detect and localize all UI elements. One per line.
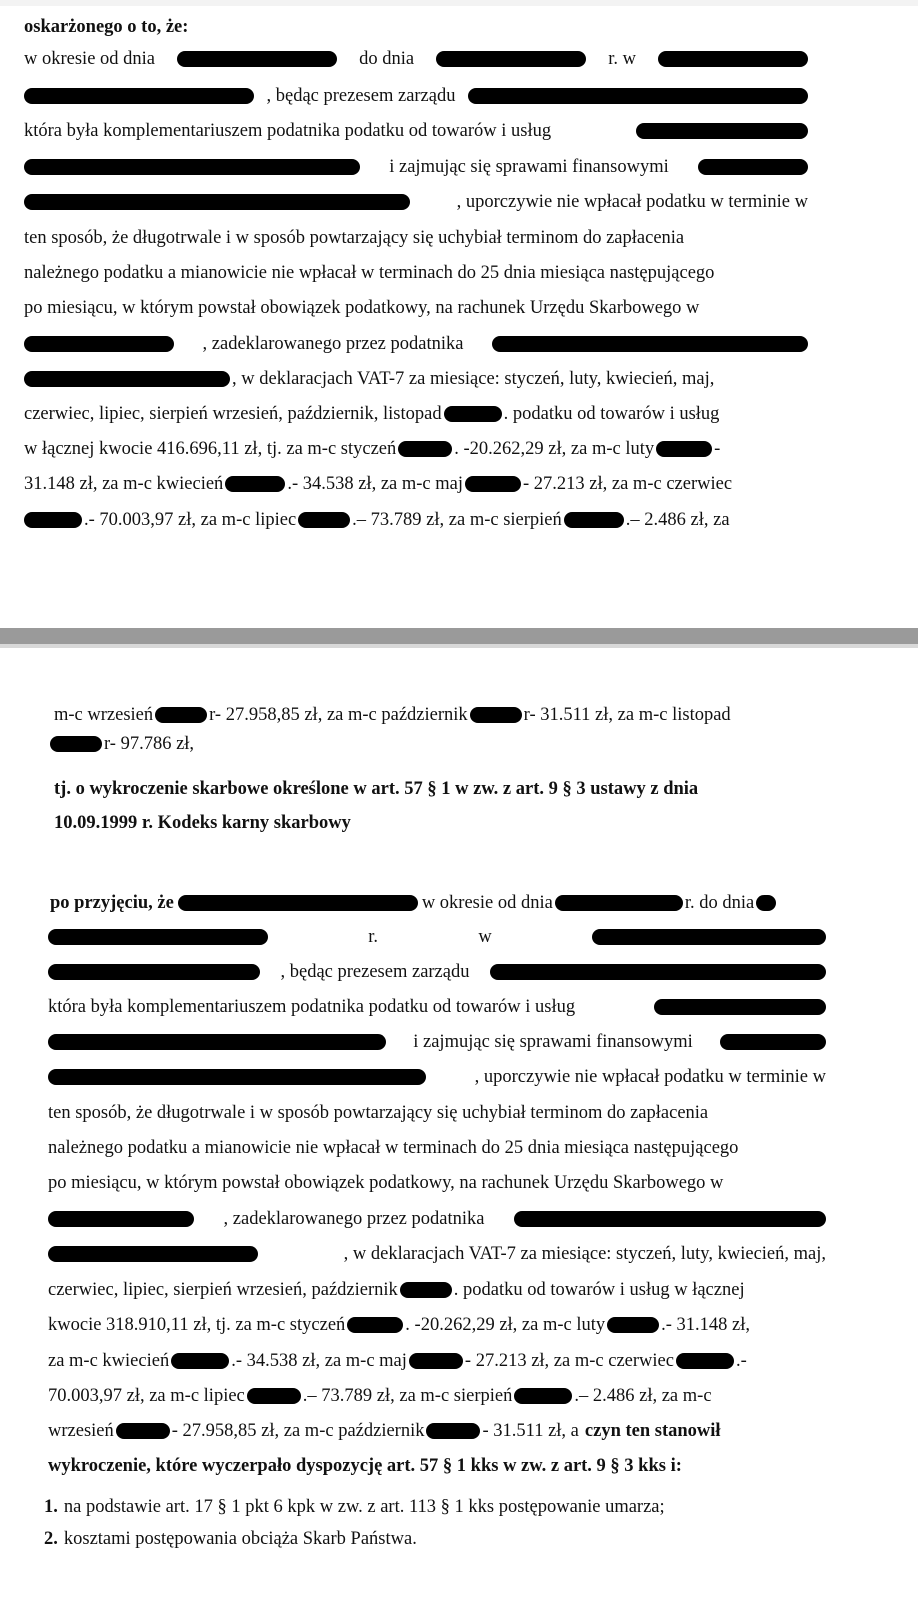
redaction <box>426 1423 480 1439</box>
redaction <box>654 999 826 1015</box>
redaction <box>555 895 683 911</box>
redaction <box>400 1282 452 1298</box>
redaction <box>656 441 712 457</box>
text-line: ten sposób, że długotrwale i w sposób powtarzający się uchybiał terminom do zapłacenia <box>48 1103 709 1123</box>
text-line: tj. o wykroczenie skarbowe określone w art. 57 § 1 w zw. z art. 9 § 3 ustawy z dnia <box>54 779 699 799</box>
redaction <box>171 1353 229 1369</box>
redaction <box>48 1211 194 1227</box>
text-line: , zadeklarowanego przez podatnika <box>48 1208 826 1230</box>
redaction <box>492 336 808 352</box>
text-line: która była komplementariuszem podatnika podatku od towarów i usług <box>48 996 826 1018</box>
redaction <box>720 1034 826 1050</box>
text-line: w okresie od dnia do dnia r. w <box>24 48 808 70</box>
text-line: należnego podatku a mianowicie nie wpłacał w terminach do 25 dnia miesiąca następującego <box>48 1138 739 1158</box>
redaction <box>225 476 285 492</box>
redaction <box>347 1317 403 1333</box>
redaction <box>698 159 808 175</box>
redaction <box>24 336 174 352</box>
text-line: po miesiącu, w którym powstał obowiązek podatkowy, na rachunek Urzędu Skarbowego w <box>24 298 700 318</box>
text-line: czerwiec, lipiec, sierpień wrzesień, październik, listopad . podatku od towarów i usług <box>24 404 720 424</box>
redaction <box>24 88 254 104</box>
redaction <box>468 88 808 104</box>
redaction <box>48 1069 426 1085</box>
redaction <box>177 51 337 67</box>
redaction <box>48 929 268 945</box>
text-line: po miesiącu, w którym powstał obowiązek podatkowy, na rachunek Urzędu Skarbowego w <box>48 1173 724 1193</box>
redaction <box>48 964 260 980</box>
redaction <box>658 51 808 67</box>
redaction <box>155 707 207 723</box>
redaction <box>24 512 82 528</box>
text-line: za m-c kwiecień .- 34.538 zł, za m-c maj - 27.213 zł, za m-c czerwiec .- <box>48 1351 747 1371</box>
text-line: , w deklaracjach VAT-7 za miesiące: styczeń, luty, kwiecień, maj, <box>24 368 808 390</box>
text-line: ten sposób, że długotrwale i w sposób powtarzający się uchybiał terminom do zapłacenia <box>24 228 685 248</box>
text-line: należnego podatku a mianowicie nie wpłacał w terminach do 25 dnia miesiąca następującego <box>24 263 715 283</box>
text-line: 70.003,97 zł, za m-c lipiec .– 73.789 zł, za m-c sierpień .– 2.486 zł, za m-c <box>48 1386 712 1406</box>
text-line: , uporczywie nie wpłacał podatku w terminie w <box>48 1066 826 1088</box>
redaction <box>592 929 826 945</box>
page-divider <box>0 628 918 644</box>
redaction <box>48 1034 386 1050</box>
text-line: , zadeklarowanego przez podatnika <box>24 333 808 355</box>
redaction <box>490 964 826 980</box>
list-item: 2. kosztami postępowania obciąża Skarb Państwa. <box>44 1529 417 1549</box>
text-line: m-c wrzesień r- 27.958,85 zł, za m-c październik r- 31.511 zł, za m-c listopad <box>54 705 731 725</box>
redaction <box>24 194 410 210</box>
redaction <box>298 512 350 528</box>
text-line: , będąc prezesem zarządu <box>48 961 826 983</box>
text-line: , będąc prezesem zarządu <box>24 85 808 107</box>
page-divider-shadow <box>0 644 918 648</box>
redaction <box>178 895 418 911</box>
text-line: wykroczenie, które wyczerpało dyspozycję art. 57 § 1 kks w zw. z art. 9 § 3 kks i: <box>48 1456 682 1476</box>
redaction <box>470 707 522 723</box>
text-line: , w deklaracjach VAT-7 za miesiące: styczeń, luty, kwiecień, maj, <box>48 1243 826 1265</box>
redaction <box>514 1388 572 1404</box>
text-line: r- 97.786 zł, <box>50 733 194 755</box>
text-line: która była komplementariuszem podatnika podatku od towarów i usług <box>24 120 808 142</box>
text-line: , uporczywie nie wpłacał podatku w terminie w <box>24 191 808 213</box>
scan-edge <box>0 0 918 6</box>
text-line: w łącznej kwocie 416.696,11 zł, tj. za m-c styczeń . -20.262,29 zł, za m-c luty - <box>24 439 721 459</box>
redaction <box>409 1353 463 1369</box>
redaction <box>116 1423 170 1439</box>
text-line: po przyjęciu, że w okresie od dnia r. do dnia <box>50 892 826 914</box>
text-line: r. w <box>48 926 826 948</box>
text-line: oskarżonego o to, że: <box>24 17 189 37</box>
redaction <box>756 895 776 911</box>
redaction <box>48 1246 258 1262</box>
redaction <box>24 371 230 387</box>
redaction <box>465 476 521 492</box>
text-line: 10.09.1999 r. Kodeks karny skarbowy <box>54 813 351 833</box>
redaction <box>247 1388 301 1404</box>
list-item: 1. na podstawie art. 17 § 1 pkt 6 kpk w zw. z art. 113 § 1 kks postępowanie umarza; <box>44 1497 665 1517</box>
redaction <box>398 441 452 457</box>
text-line: i zajmując się sprawami finansowymi <box>24 156 808 178</box>
text-line: .- 70.003,97 zł, za m-c lipiec .– 73.789 zł, za m-c sierpień .– 2.486 zł, za <box>24 509 808 531</box>
redaction <box>636 123 808 139</box>
redaction <box>444 406 502 422</box>
text-line: czerwiec, lipiec, sierpień wrzesień, październik . podatku od towarów i usług w łącznej <box>48 1280 745 1300</box>
redaction <box>436 51 586 67</box>
redaction <box>24 159 360 175</box>
redaction <box>607 1317 659 1333</box>
redaction <box>676 1353 734 1369</box>
text-line: 31.148 zł, za m-c kwiecień .- 34.538 zł, za m-c maj - 27.213 zł, za m-c czerwiec <box>24 474 733 494</box>
redaction <box>514 1211 826 1227</box>
text-line: i zajmując się sprawami finansowymi <box>48 1031 826 1053</box>
text-line: kwocie 318.910,11 zł, tj. za m-c styczeń . -20.262,29 zł, za m-c luty .- 31.148 zł, <box>48 1315 751 1335</box>
text-line: wrzesień - 27.958,85 zł, za m-c październik - 31.511 zł, a czyn ten stanowił <box>48 1421 721 1441</box>
redaction <box>50 736 102 752</box>
redaction <box>564 512 624 528</box>
